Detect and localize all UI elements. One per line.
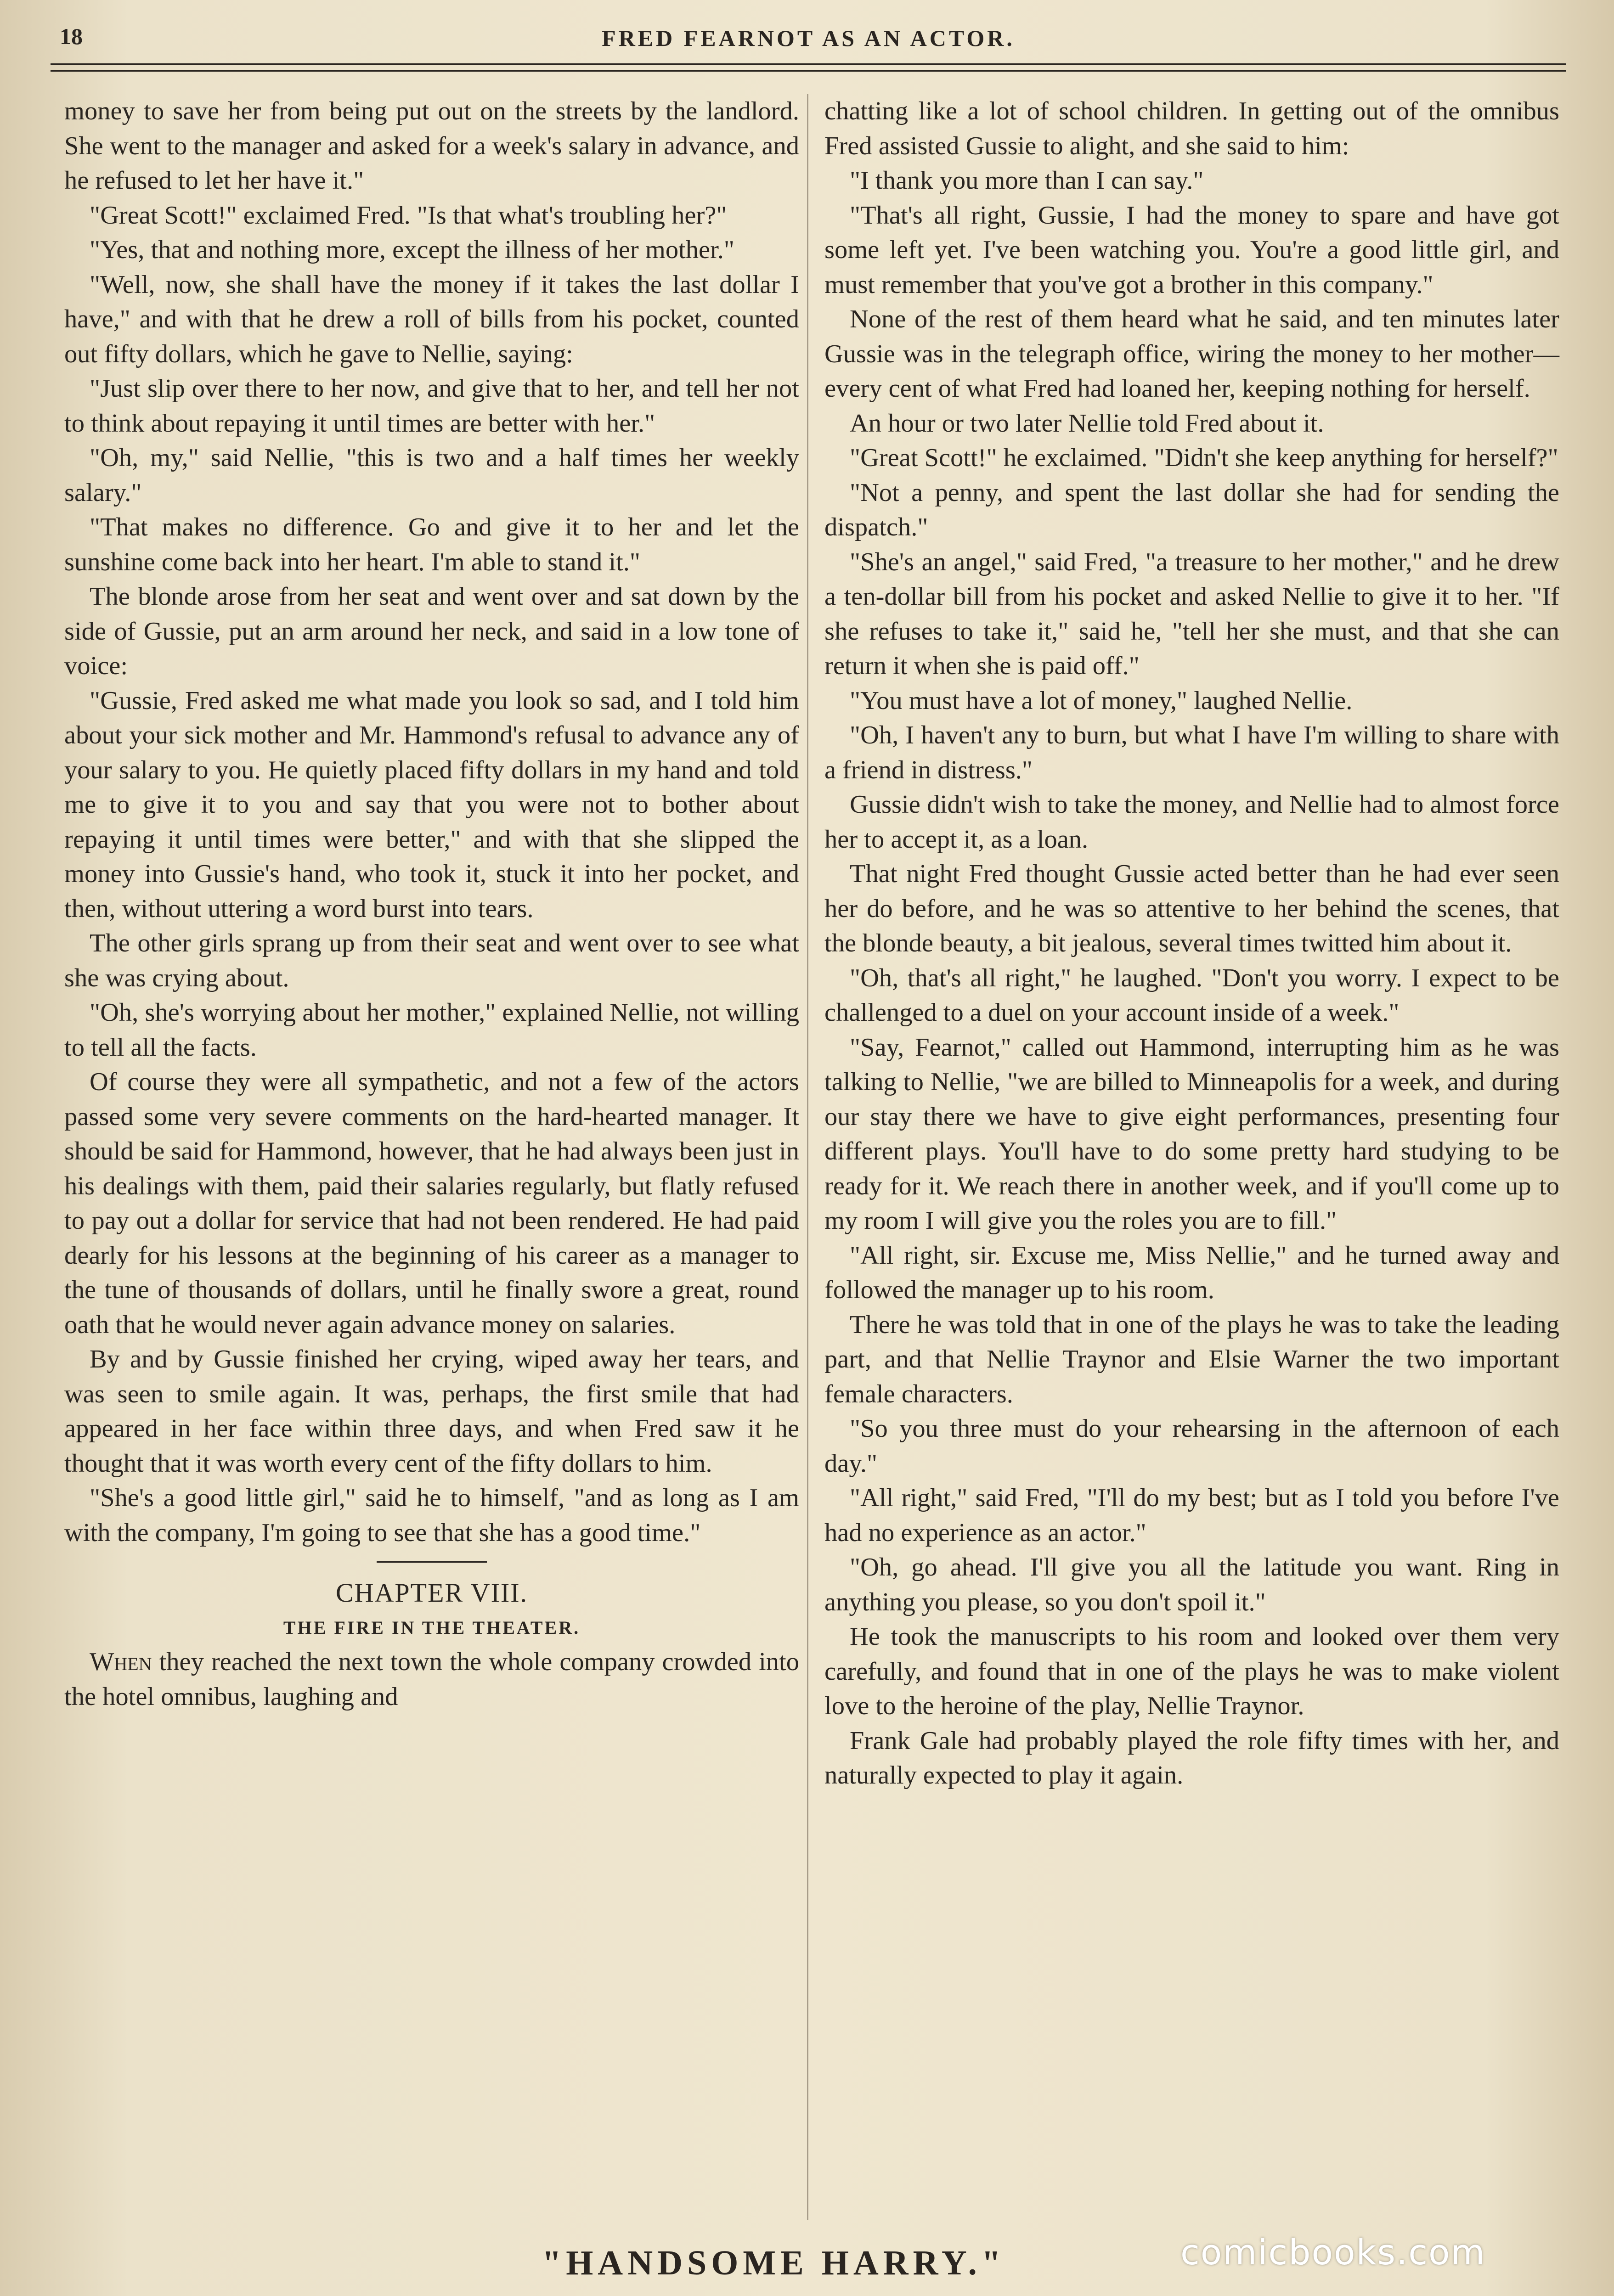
paragraph: The blonde arose from her seat and went over and sat down by the side of Gussie, put an arm around her neck, and said in a low tone of voice: [64,582,799,680]
paragraph: "Oh, go ahead. I'll give you all the latitude you want. Ring in anything you please, so you don't spoil it." [824,1553,1559,1616]
paragraph: "Well, now, she shall have the money if it takes the last dollar I have," and with that he drew a roll of bills from his pocket, counted out fifty dollars, which he gave to Nellie, saying: [64,270,799,368]
chapter-opening-text: they reached the next town the whole company crowded into the hotel omnibus, laughing and [64,1648,799,1711]
paragraph: "I thank you more than I can say." [850,166,1204,195]
header-double-rule [51,63,1566,72]
paragraph: By and by Gussie finished her crying, wiped away her tears, and was seen to smile again. It was, perhaps, the first smile that had appeared in her face within three days, and when Fred saw it he thought that it was worth every cent of the fifty dollars to him. [64,1345,799,1478]
chapter-title: CHAPTER VIII. [335,1578,528,1608]
paragraph: "Gussie, Fred asked me what made you look so sad, and I told him about your sick mother and Mr. Hammond's refusal to advance any of your salary to you. He quietly placed fifty dollars in my hand and told me to give it to you and say that you were not to bother about repaying it until times were better," and with that she slipped the money into Gussie's hand, who took it, stuck it into her pocket, and then, without uttering a word burst into tears. [64,686,799,923]
paragraph: None of the rest of them heard what he said, and ten minutes later Gussie was in the telegraph office, wiring the money to her mother—every cent of what Fred had loaned her, keeping nothing for herself. [824,305,1559,403]
paragraph: There he was told that in one of the plays he was to take the leading part, and that Nellie Traynor and Elsie Warner the two important female characters. [824,1310,1559,1408]
paragraph: "Oh, that's all right," he laughed. "Don't you worry. I expect to be challenged to a duel on your account inside of a week." [824,963,1559,1027]
watermark: comicbooks.com [1180,2232,1486,2273]
paragraph: Frank Gale had probably played the role fifty times with her, and naturally expected to play it again. [824,1726,1559,1790]
paragraph: "So you three must do your rehearsing in the afternoon of each day." [824,1414,1559,1478]
paragraph: "All right," said Fred, "I'll do my best; but as I told you before I've had no experience as an actor." [824,1484,1559,1547]
page-header [51,18,1566,55]
paragraph: "Oh, my," said Nellie, "this is two and a half times her weekly salary." [64,444,799,507]
paragraph: That night Fred thought Gussie acted better than he had ever seen her do before, and he was so attentive to her behind the scenes, that the blonde beauty, a bit jealous, several times twitted him about it. [824,860,1559,957]
right-column [824,94,1559,1793]
paragraph: "Not a penny, and spent the last dollar she had for sending the dispatch." [824,478,1559,541]
left-column [64,94,799,1714]
paragraph: "Oh, I haven't any to burn, but what I have I'm willing to share with a friend in distress." [824,721,1559,784]
paragraph: An hour or two later Nellie told Fred about it. [850,409,1324,438]
paragraph: "Great Scott!" he exclaimed. "Didn't she keep anything for herself?" [850,444,1558,472]
running-title: FRED FEARNOT AS AN ACTOR. [602,25,1015,51]
paragraph: "That's all right, Gussie, I had the money to spare and have got some left yet. I've been watching you. You're a good little girl, and must remember that you've got a brother in this company." [824,201,1559,299]
paragraph: "You must have a lot of money," laughed Nellie. [850,686,1353,715]
paragraph: Of course they were all sympathetic, and not a few of the actors passed some very severe comments on the hard-hearted manager. It should be said for Hammond, however, that he had always been just in his dealings with them, paid their salaries regularly, but flatly refused to pay out a dollar for service that had not been rendered. He had paid dearly for his lessons at the beginning of his career as a manager to the tune of thousands of dollars, until he finally swore a great, round oath that he would never again advance money on salaries. [64,1068,799,1339]
page-number: 18 [60,23,83,49]
chapter-opening-paragraph [64,1645,799,1714]
footer-advert-title: "HANDSOME HARRY." [542,2244,1005,2282]
paragraph: Gussie didn't wish to take the money, and Nellie had to almost force her to accept it, as a loan. [824,790,1559,854]
paragraph: "Oh, she's worrying about her mother," explained Nellie, not willing to tell all the facts. [64,998,799,1062]
column-divider [807,94,808,2220]
paragraph: "Say, Fearnot," called out Hammond, interrupting him as he was talking to Nellie, "we are billed to Minneapolis for a week, and during our stay there we have to give eight performances, presenting four different plays. You'll have to do some pretty hard studying to be ready for it. We reach there in another week, and if you'll come up to my room I will give you the roles you are to fill." [824,1033,1559,1235]
paragraph: chatting like a lot of school children. In getting out of the omnibus Fred assisted Gussie to alight, and she said to him: [824,97,1559,160]
paragraph: "Great Scott!" exclaimed Fred. "Is that what's troubling her?" [90,201,727,230]
paragraph: The other girls sprang up from their seat and went over to see what she was crying about. [64,929,799,992]
paragraph: "Just slip over there to her now, and give that to her, and tell her not to think about repaying it until times are better with her." [64,374,799,438]
paragraph: "Yes, that and nothing more, except the illness of her mother." [90,236,734,264]
paragraph: "She's a good little girl," said he to himself, "and as long as I am with the company, I'm going to see that she has a good time." [64,1484,799,1547]
paragraph: "She's an angel," said Fred, "a treasure to her mother," and he drew a ten-dollar bill from his pocket and asked Nellie to give it to her. "If she refuses to take it," said he, "tell her she must, and that she can return it when she is paid off." [824,547,1559,680]
chapter-subtitle: THE FIRE IN THE THEATER. [283,1617,581,1638]
chapter-opening-word: When [90,1648,152,1676]
paragraph: money to save her from being put out on the streets by the landlord. She went to the manager and asked for a week's salary in advance, and he refused to let her have it." [64,97,799,195]
paragraph: "All right, sir. Excuse me, Miss Nellie," and he turned away and followed the manager up to his room. [824,1241,1559,1304]
paragraph: "That makes no difference. Go and give it to her and let the sunshine come back into her heart. I'm able to stand it." [64,513,799,576]
chapter-separator-rule [377,1561,487,1563]
paragraph: He took the manuscripts to his room and looked over them very carefully, and found that in one of the plays he was to make violent love to the heroine of the play, Nellie Traynor. [824,1622,1559,1720]
